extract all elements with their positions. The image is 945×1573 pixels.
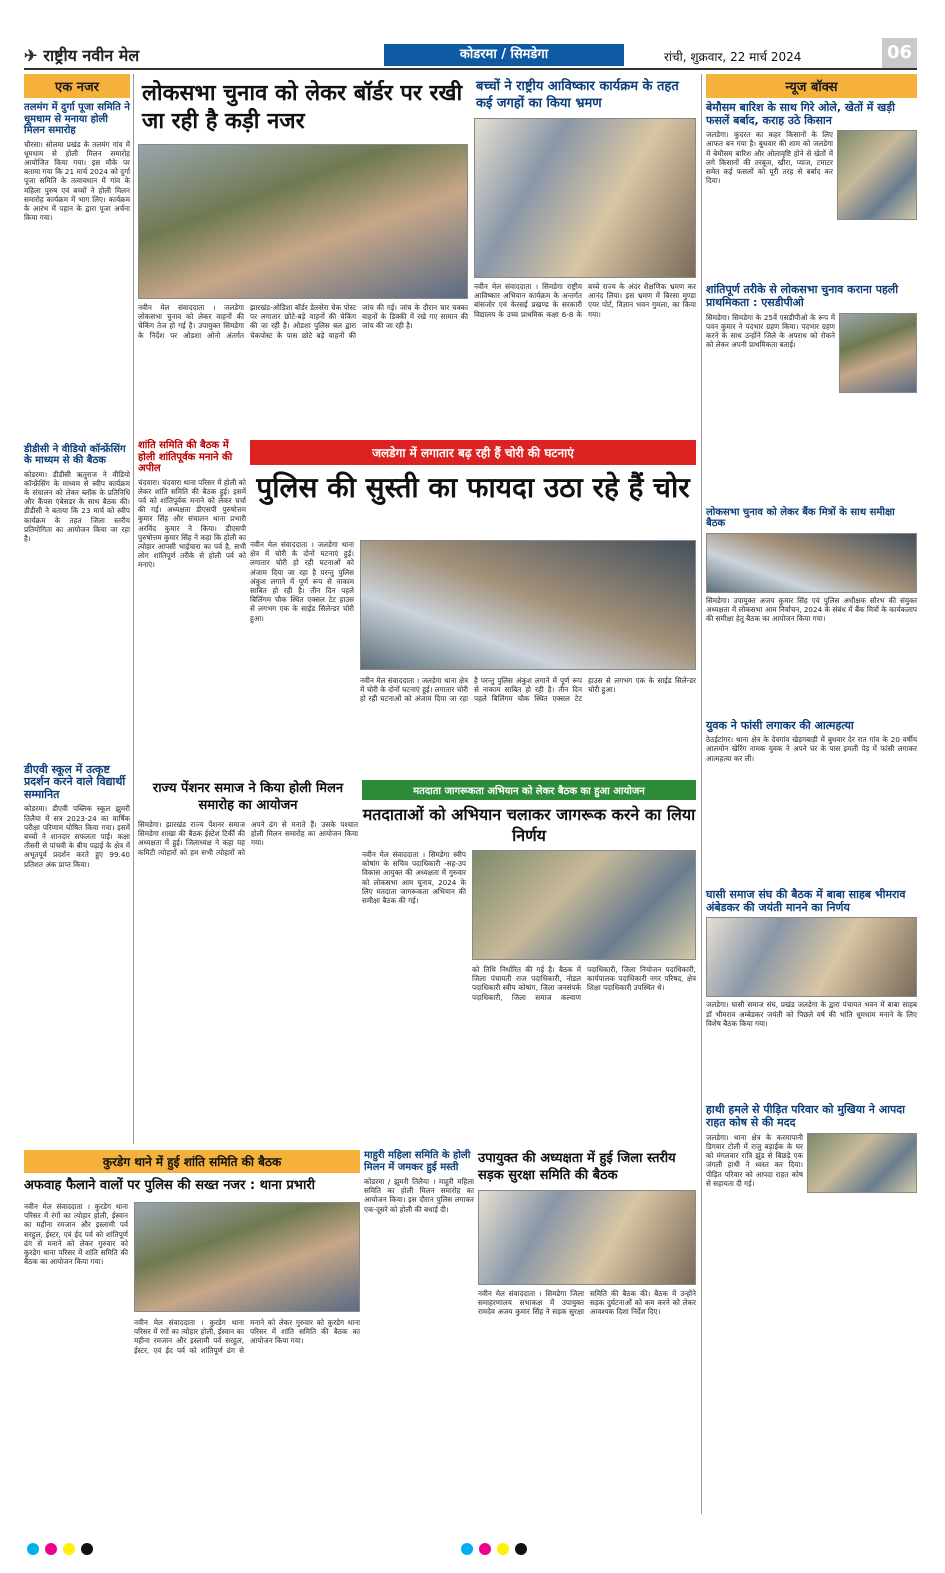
police-photo (360, 540, 696, 670)
dateline: रांची, शुक्रवार, 22 मार्च 2024 (664, 50, 802, 64)
ghasi-meeting-photo (706, 917, 917, 997)
r1-body: जलडेगा। कुदरत का कहर किसानों के लिए आफत बन गया है। बुधवार की शाम को जलडेगा में बेमौसम बारिश और ओलावृष्टि होने से खेतों में लगे किसानों की तरबूज, खीरा, प्याज, टमाटर समेत कई फसलों को पूरी तरह से बर्बाद कर दिया। (706, 130, 833, 186)
top-story-body: नवीन मेल संवाददाता । जलडेगा लोकसभा चुनाव को लेकर वाहनों की चेकिंग तेज हो गई है। उपायुक्त सिमडेगा के निर्देश पर ओडशा ओनो अंतर्गत झारखंड-ओडिशा बॉर्डर डेलसेरा चेक पोस्ट पर लगातार छोटे-बड़े वाहनों की चेकिंग की जा रही है। ओडशा पुलिस बल द्वारा चेकपोस्ट के पास छोटे बड़े वाहनों की जांच की गई। जांच के दौरान चार चक्का वाहनों के डिक्की में रखे गए सामान की जांच की जा रही है। (138, 303, 468, 340)
r5-body: जलडेगा। घासी समाज संघ, प्रखंड जलडेगा के द्वारा पंचायत भवन में बाबा साहब डॉ भीमराव अम्बेडकर जयंती को पिछले वर्ष की भांति धूमधाम मनाने के लिए विशेष बैठक किया गया। (706, 1000, 917, 1028)
students-photo (474, 118, 696, 278)
kurdeg-story (24, 1150, 360, 1530)
r6-headline: हाथी हमले से पीड़ित परिवार को मुखिया ने आपदा राहत कोष से की मदद (706, 1103, 905, 1130)
left-item3-body: कोडरमा। डीएवी पब्लिक स्कूल झुमरी तिलैया में सत्र 2023-24 का वार्षिक परीक्षा परिणाम घोषित किया गया। इसमें बच्चों ने शानदार सफलता पाई। कक्षा तीसरी से पांचवी के बीच पढ़ाई के क्षेत्र में अभूतपूर्व प्रदर्शन करते हुए 99.40 प्रतिशत अंक प्राप्त किया। (24, 804, 130, 869)
meeting-photo (472, 850, 696, 960)
section-tag: कोडरमा / सिमडेगा (384, 44, 624, 66)
cyan-swatch (27, 1543, 39, 1555)
mahila-body: कोडरमा / झुमरी तिलैया । माहुरी महिला समिति का होली मिलन समारोह का आयोजन किया। इस दौरान पुलिस लगाकर एक-दूसरे को होली की बधाई दी। (364, 1177, 474, 1214)
road-headline: उपायुक्त की अध्यक्षता में हुई जिला स्तरीय सड़क सुरक्षा समिति की बैठक (478, 1151, 676, 1183)
voter-headline: मतदाताओं को अभियान चलाकर जागरूक करने का लिया निर्णय (362, 805, 696, 845)
pension-body: सिमडेगा। झारखंड राज्य पेंशनर समाज सिमडेगा शाखा की बैठक ईस्टेश टिर्की की अध्यक्षता में हुई। जिलाध्यक्ष ने कहा यह कमिटी त्योहारों को हम सभी त्योहारों को अपने ढंग से मनाते हैं। उसके पश्चात होली मिलन समारोह का आयोजन किया गया। (138, 820, 358, 857)
divider (701, 74, 702, 1514)
r2-body: सिमडेगा। सिमडेगा के 25वें एसडीपीओ के रूप में पवन कुमार ने पदभार ग्रहण किया। पदभार ग्रहण करने के साथ उन्होंने जिले के अपराध को रोकने को लेकर अपनी प्राथमिकता बताई। (706, 312, 835, 350)
left-item2-headline: डीडीसी ने वीडियो कॉन्फ्रेंसिंग के माध्यम से की बैठक (24, 443, 126, 466)
sdpo-photo (839, 313, 917, 393)
print-registration-strip (24, 1540, 917, 1558)
theft-body: नवीन मेल संवाददाता । जलडेगा थाना क्षेत्र में चोरी के दोनों घटनाएं हुई। लगातार चोरी हो रही घटनाओं को अंजाम दिया जा रहा है परन्तु पुलिस अंकुश लगाने में पूर्ण रूप से नाकाम साबित हो रही है। तीन दिन पहले बिलिंगम चौक स्थित एक्सल टेट हाउस से लगभग एक के साईड सिलेन्डर चोरी हुआ। (250, 540, 354, 623)
pension-story (138, 780, 358, 1040)
peace-story (138, 440, 246, 770)
peace-story-body: चंदवारा। चंदवारा थाना परिसर में होली को लेकर शांति समिति की बैठक हुई। इसमें पर्व को शांतिपूर्वक मनाने को लेकर चर्चा की गई। अध्यक्षता डीएसपी पुरुषोत्तम कुमार सिंह और संचालन थाना प्रभारी अरविंद कुमार ने किया। डीएसपी पुरुषोत्तम कुमार सिंह ने कहा कि होली का त्योहार आपसी भाईचारा का पर्व है, सभी लोग शांतिपूर्ण तरीके से होली पर्व को मनाएं। (138, 477, 246, 570)
road-meeting-photo (478, 1190, 696, 1285)
r6-body: जलडेगा। थाना क्षेत्र के करमापानी डिगवार टोली में राजु बड़ाईक के घर को मंगलवार रात्रि झुंड से बिछड़े एक जंगली हाथी ने ध्वस्त कर दिया। पीड़ित परिवार को आपदा राहत कोष से सहायता दी गई। (706, 1132, 803, 1188)
ek-nazar-label: एक नजर (24, 74, 130, 98)
r2-headline: शांतिपूर्ण तरीके से लोकसभा चुनाव कराना पहली प्राथमिकता : एसडीपीओ (706, 283, 899, 309)
left-item1-body: चौरसा। सोलमा प्रखंड के तलमंग गांव में धूमधाम से होली मिलन समारोह आयोजित किया गया। इस मौके पर बताया गया कि 21 मार्च 2024 को दुर्गा पूजा समिति के तत्वावधान में गांव के महिला पुरुष एवं बच्चों ने होली मिलन समारोह कार्यक्रम में भाग लिए। कार्यक्रम के आरंभ में पहान के द्वारा पूजा अर्चना किया गया। (24, 139, 130, 223)
kurdeg-body: नवीन मेल संवाददाता । कुरडेग थाना परिसर में रंगों का त्योहार होली, ईस्वान का महीना रमजान और इस्लामी पर्व सरहुल, ईस्टर, एवं ईद पर्व को शांतिपूर्ण ढंग से मनाने को लेकर गुरुवार को कुरडेग थाना परिसर में शांति समिति की बैठक का आयोजन किया गया। (24, 1202, 128, 1267)
cyan-swatch (461, 1543, 473, 1555)
hail-photo (837, 130, 917, 220)
brand-name: राष्ट्रीय नवीन मेल (43, 46, 140, 65)
kurdeg-kicker: कुरडेग थाने में हुई शांति समिति की बैठक (24, 1150, 360, 1173)
voter-kicker: मतदाता जागरूकता अभियान को लेकर बैठक का हुआ आयोजन (362, 780, 696, 800)
magenta-swatch (45, 1543, 57, 1555)
right-column (706, 74, 917, 1534)
brand-title (24, 44, 139, 66)
bird-logo-icon: ✈ (24, 46, 38, 65)
theft-kicker: जलडेगा में लगातार बढ़ रही हैं चोरी की घटनाएं (250, 440, 696, 465)
left-item1-headline: तलमंग में दुर्गा पूजा समिति ने धूमधाम से मनाया होली मिलन समारोह (24, 102, 130, 136)
black-swatch (81, 1543, 93, 1555)
yellow-swatch (497, 1543, 509, 1555)
black-swatch (515, 1543, 527, 1555)
left-item3-headline: डीएवी स्कूल में उत्कृष्ट प्रदर्शन करने वाले विद्यार्थी सम्मानित (24, 762, 126, 801)
masthead (24, 38, 917, 70)
science-story (474, 74, 696, 434)
kurdeg-headline: अफवाह फैलाने वालों पर पुलिस की सख्त नजर : थाना प्रभारी (24, 1178, 315, 1193)
theft-story (250, 440, 696, 770)
road-body: नवीन मेल संवाददाता । सिमडेगा जिला समाहरणालय सभाकक्ष में उपायुक्त रामदेव अजय कुमार सिंह ने सड़क सुरक्षा समिति की बैठक की। बैठक में उन्होंने सड़क दुर्घटनाओं को कम करने को लेकर आवश्यक दिशा निर्देश दिए। (478, 1289, 696, 1317)
voter-story (362, 780, 696, 1040)
peace-story-headline: शांति समिति की बैठक में होली शांतिपूर्वक मनाने की अपील (138, 440, 233, 474)
top-story-headline: लोकसभा चुनाव को लेकर बॉर्डर पर रखी जा रही है कड़ी नजर (142, 81, 463, 134)
yellow-swatch (63, 1543, 75, 1555)
voter-body2: को तिथि निर्धारित की गई है। बैठक में जिला पंचायती राज पदाधिकारी, नोडल पदाधिकारी स्वीप कोषांग, जिला जनसंपर्क पदाधिकारी, जिला समाज कल्याण पदाधिकारी, जिला नियोजन पदाधिकारी, कार्यपालक पदाधिकारी नगर परिषद, क्षेत्र शिक्षा पदाधिकारी उपस्थित थे। (472, 965, 696, 1002)
theft-body-cont: नवीन मेल संवाददाता । जलडेगा थाना क्षेत्र में चोरी के दोनों घटनाएं हुई। लगातार चोरी हो रही घटनाओं को अंजाम दिया जा रहा है परन्तु पुलिस अंकुश लगाने में पूर्ण रूप से नाकाम साबित हो रही है। तीन दिन पहले बिलिंगम चौक स्थित एक्सल टेट हाउस से लगभग एक के साईड सिलेन्डर चोरी हुआ। (360, 676, 696, 766)
page-number: 06 (882, 38, 917, 68)
r3-body: सिमडेगा। उपायुक्त अजय कुमार सिंह एवं पुलिस अधीक्षक सौरभ की संयुक्त अध्यक्षता में लोकसभा आम निर्वाचन, 2024 के संबंध में बैंक मित्रों के कार्यकलाप की समीक्षा हेतु बैठक का आयोजन किया गया। (706, 595, 917, 623)
r1-headline: बेमौसम बारिश के साथ गिरे ओले, खेतों में खड़ी फसलें बर्बाद, कराह उठे किसान (706, 101, 895, 127)
road-story (478, 1150, 696, 1530)
mahila-headline: माहुरी महिला समिति के होली मिलन में जमकर हुई मस्ती (364, 1150, 471, 1173)
left-item2-body: कोडरमा। डीडीसी ऋतुराज ने वीडियो कॉन्फ्रेंसिंग के माध्यम से स्वीप कार्यक्रम के संचालन को लेकर ब्लॉक के प्रतिनिधि और कैंपस एंबेसडर के साथ बैठक की। डीडीसी ने बताया कि 23 मार्च को स्वीप कार्यक्रम के तहत जिला स्तरीय प्रतियोगिता का आयोजन किया जा रहा है। (24, 469, 130, 543)
pension-headline: राज्य पेंशनर समाज ने किया होली मिलन समारोह का आयोजन (152, 781, 344, 813)
magenta-swatch (479, 1543, 491, 1555)
r3-headline: लोकसभा चुनाव को लेकर बैंक मित्रों के साथ समीक्षा बैठक (706, 506, 895, 530)
divider (133, 74, 134, 1144)
left-column (24, 74, 130, 1134)
theft-headline: पुलिस की सुस्ती का फायदा उठा रहे हैं चोर (256, 471, 690, 504)
r4-headline: युवक ने फांसी लगाकर की आत्महत्या (706, 718, 854, 732)
science-story-body: नवीन मेल संवाददाता । सिमडेगा राष्ट्रीय आविष्कार अभियान कार्यक्रम के अन्तर्गत बांसजोर एवं केरसई प्रखण्ड के सरकारी विद्यालय के उच्च प्राथमिक कक्षा 6-8 के बच्चे राज्य के अंदर शैक्षणिक भ्रमण कर आनंद लिया। इस भ्रमण में बिरसा मुण्डा एयर पोर्ट, विज्ञान भवन गुमला, का किया गया। (474, 282, 696, 319)
r5-headline: घासी समाज संघ की बैठक में बाबा साहब भीमराव अंबेडकर की जयंती मानने का निर्णय (706, 888, 906, 914)
mahila-story (364, 1150, 474, 1530)
elephant-damage-photo (807, 1133, 917, 1193)
r4-body: ठेठईटांगर। थाना क्षेत्र के देवगांव खेड़गबाड़ी में बुधवार देर रात गांव के 20 वर्षीय आलमोन खेरिंग नामक युवक ने अपने घर के पास इमली पेड़ में फांसी लगाकर आत्महत्या कर ली। (706, 735, 917, 763)
bank-meeting-photo (706, 533, 917, 593)
voter-body: नवीन मेल संवाददाता । सिमडेगा स्वीप कोषांग के सचिव पदाधिकारी -सह-उप विकास आयुक्त की अध्यक्षता में गुरुवार को लोकसभा आम चुनाव, 2024 के लिए मतदाता जागरूकता अभियान की समीक्षा बैठक की गई। (362, 850, 466, 906)
checkpost-photo (138, 144, 468, 299)
kurdeg-photo (134, 1202, 360, 1312)
top-story (138, 74, 468, 434)
science-story-headline: बच्चों ने राष्ट्रीय आविष्कार कार्यक्रम के तहत कई जगहों का किया भ्रमण (476, 79, 679, 111)
news-box-label: न्यूज बॉक्स (706, 74, 917, 98)
kurdeg-body-cont: नवीन मेल संवाददाता । कुरडेग थाना परिसर में रंगों का त्योहार होली, ईस्वान का महीना रमजान और इस्लामी पर्व सरहुल, ईस्टर, एवं ईद पर्व को शांतिपूर्ण ढंग से मनाने को लेकर गुरुवार को कुरडेग थाना परिसर में शांति समिति की बैठक का आयोजन किया गया। (134, 1318, 360, 1355)
